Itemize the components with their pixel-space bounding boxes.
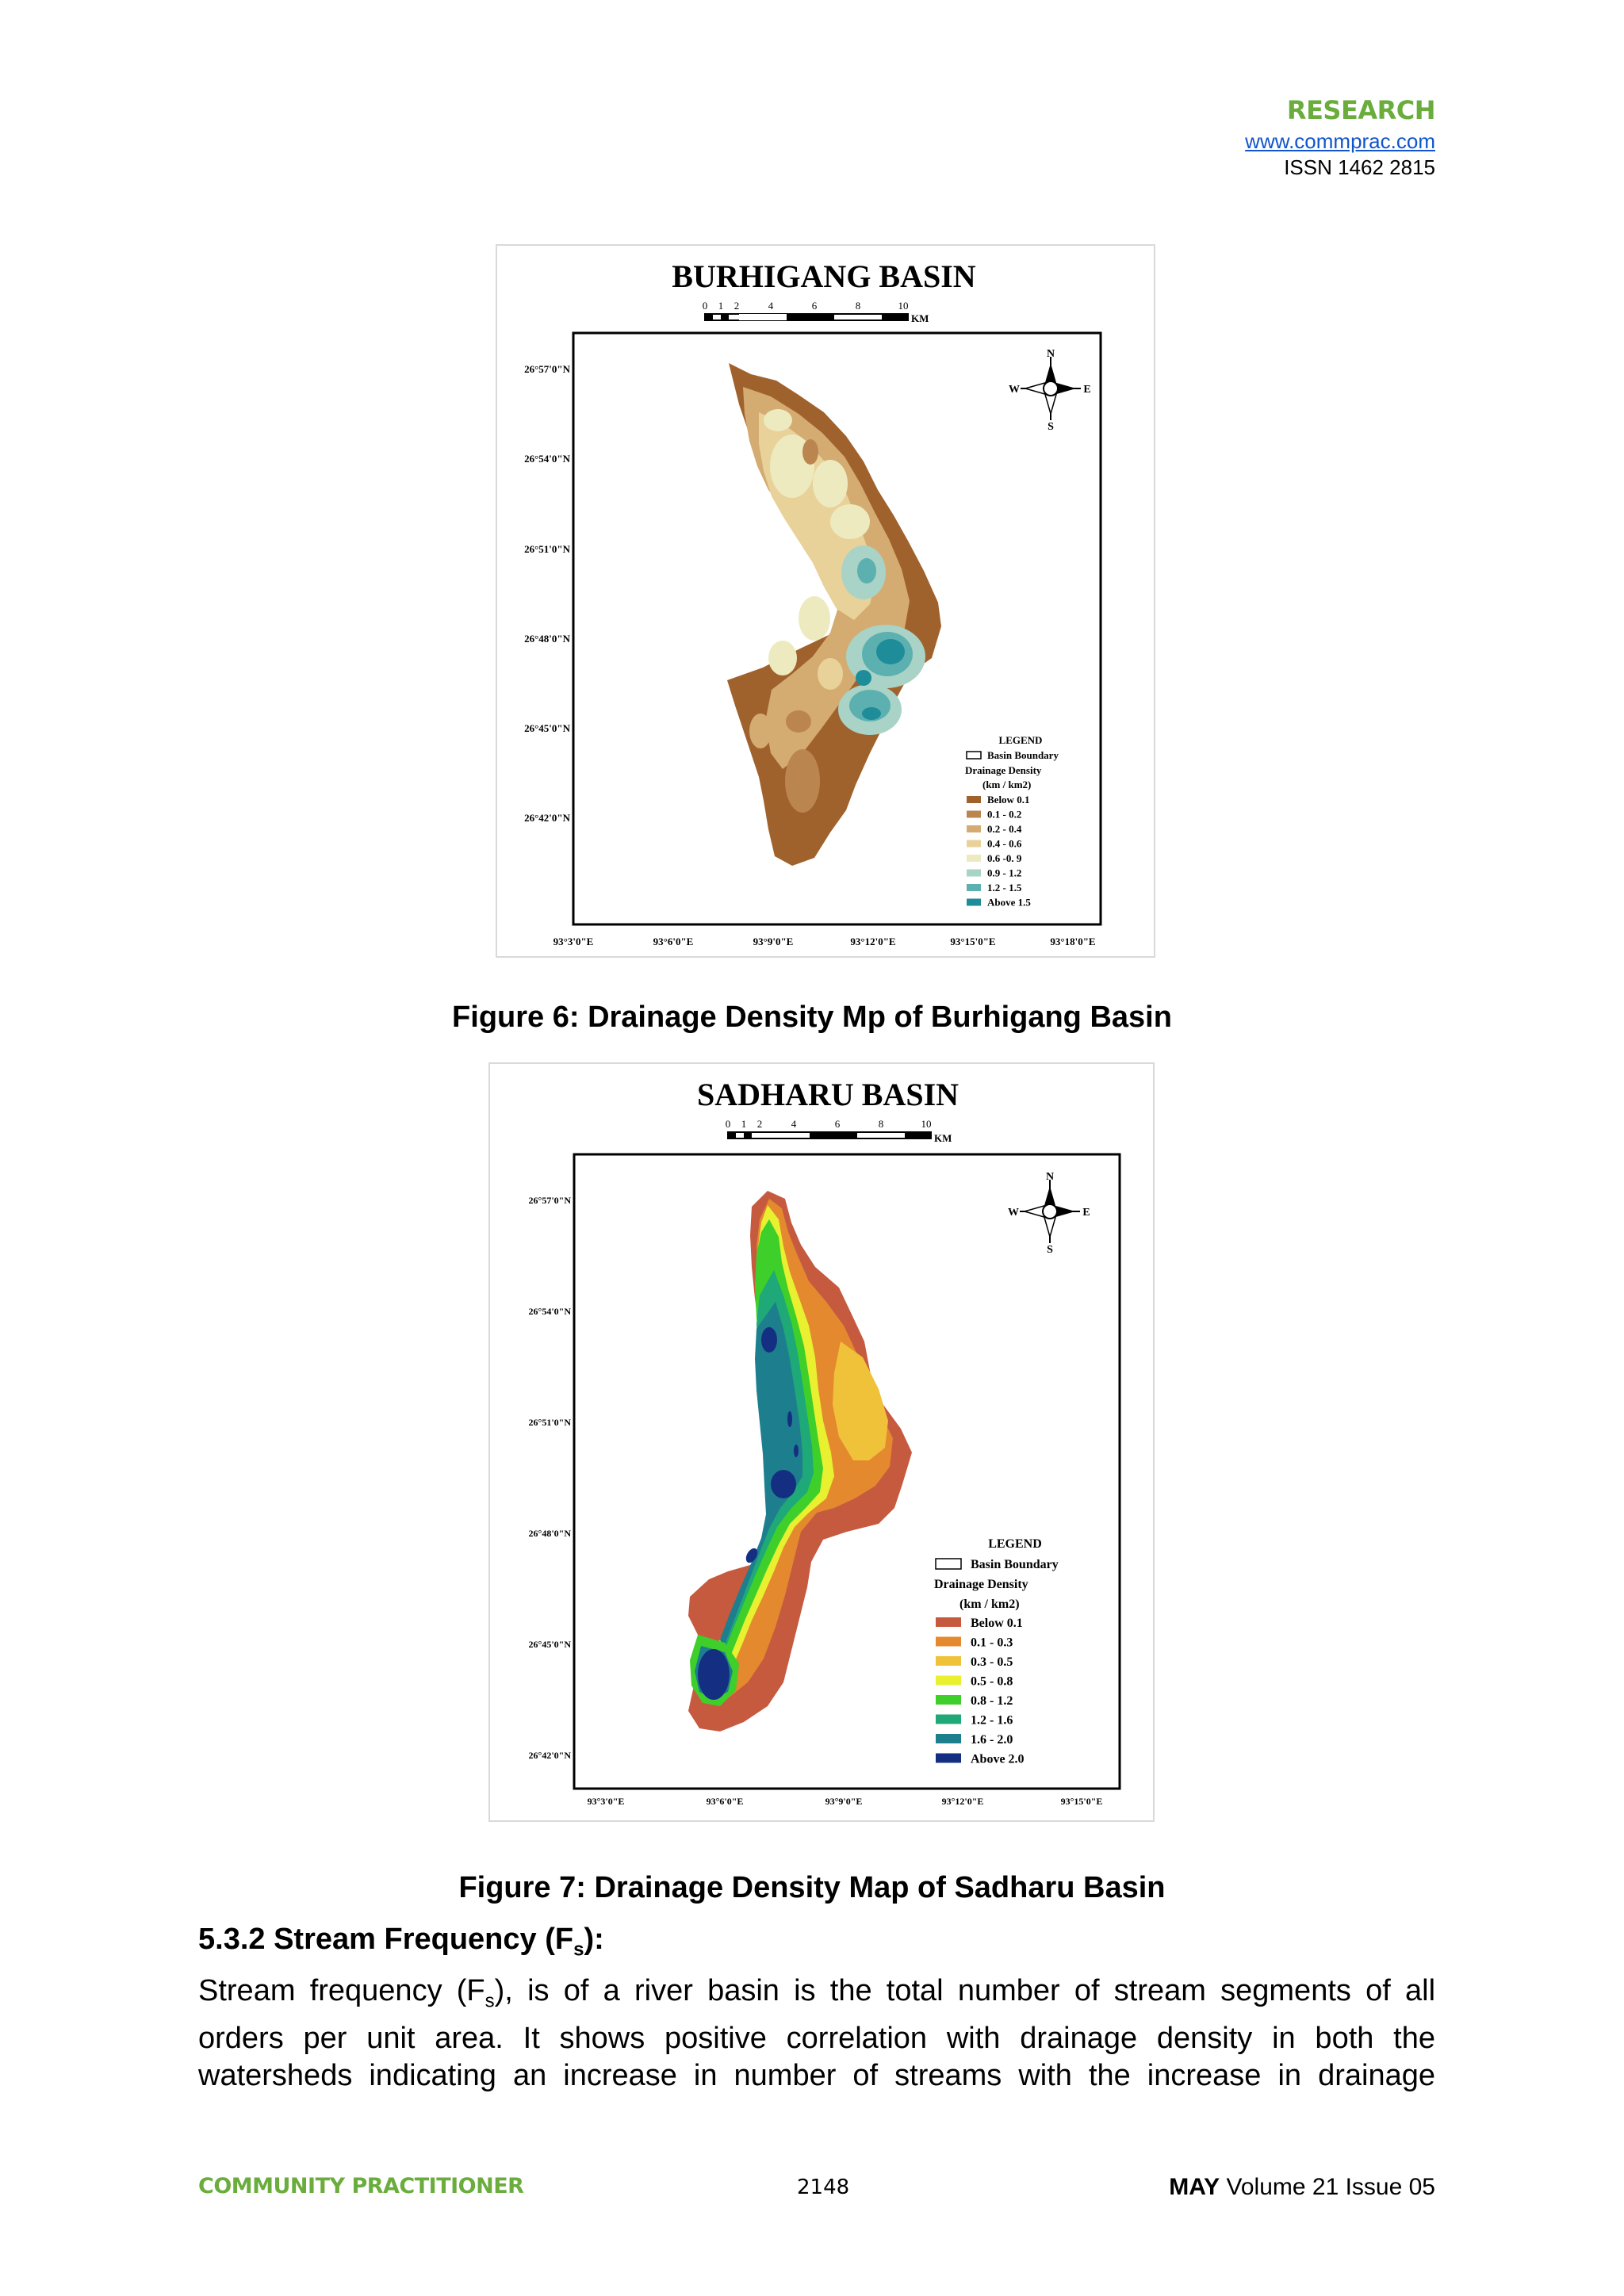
legend-heading: Drainage Density xyxy=(934,1578,1028,1591)
paragraph-line: watersheds indicating an increase in number of streams with the increase in drainage xyxy=(198,2058,1435,2092)
scale-tick: 10 xyxy=(898,300,909,312)
paragraph-text: Stream frequency (F xyxy=(198,1974,485,2007)
scale-tick: 10 xyxy=(921,1118,932,1130)
issue-info xyxy=(1169,2174,1435,2201)
legend-swatch xyxy=(967,884,981,891)
legend-label: Below 0.1 xyxy=(971,1617,1023,1630)
paragraph-line: orders per unit area. It shows positive correlation with drainage density in both the xyxy=(198,2021,1435,2055)
scale-tick: 4 xyxy=(768,300,774,312)
longitude-label: 93°15'0"E xyxy=(1060,1796,1103,1807)
latitude-label: 26°57'0"N xyxy=(524,363,570,375)
legend-swatch xyxy=(936,1617,961,1627)
compass-s: S xyxy=(1048,421,1054,433)
legend-label: 0.3 - 0.5 xyxy=(971,1655,1013,1669)
scale-tick: 6 xyxy=(834,1118,841,1130)
scale-tick: 1 xyxy=(718,300,724,312)
scale-tick: 0 xyxy=(725,1118,731,1130)
legend-swatch xyxy=(967,840,981,848)
legend-swatch xyxy=(967,855,981,862)
section-heading-subscript: s xyxy=(573,1938,584,1961)
legend-label: 0.6 -0. 9 xyxy=(987,852,1022,864)
scale-tick: 2 xyxy=(733,300,740,312)
legend-label: 1.2 - 1.6 xyxy=(971,1713,1013,1728)
issue-month: MAY xyxy=(1169,2174,1220,2200)
legend-label: 1.6 - 2.0 xyxy=(971,1733,1013,1747)
section-heading-end: ): xyxy=(584,1923,604,1956)
scale-tick: 1 xyxy=(741,1118,747,1130)
legend-label: 0.2 - 0.4 xyxy=(987,823,1022,835)
paragraph-text: ), is of a river basin is the total number of stream segments of all xyxy=(494,1974,1436,2007)
compass-w: W xyxy=(1009,384,1020,396)
latitude-label: 26°54'0"N xyxy=(524,453,570,465)
legend-swatch xyxy=(936,1715,961,1724)
legend-label: Below 0.1 xyxy=(987,794,1030,806)
legend-label: 0.8 - 1.2 xyxy=(971,1694,1013,1708)
legend-label: 1.2 - 1.5 xyxy=(987,882,1022,894)
figure-6-caption: Figure 6: Drainage Density Mp of Burhigang Basin xyxy=(452,1001,1172,1034)
journal-name: COMMUNITY PRACTITIONER xyxy=(198,2174,524,2198)
section-label: RESEARCH xyxy=(1286,95,1435,125)
scale-tick: 0 xyxy=(702,300,708,312)
legend-boundary: Basin Boundary xyxy=(987,749,1059,761)
legend-label: 0.1 - 0.2 xyxy=(987,808,1022,821)
section-heading xyxy=(198,1923,604,1961)
longitude-label: 93°12'0"E xyxy=(941,1796,984,1807)
issue-volume: Volume 21 Issue 05 xyxy=(1226,2174,1435,2200)
legend-unit: (km / km2) xyxy=(982,779,1032,790)
longitude-label: 93°9'0"E xyxy=(753,936,794,947)
scale-tick: 2 xyxy=(756,1118,763,1130)
body-paragraph xyxy=(198,1973,1435,2095)
compass-n: N xyxy=(1046,348,1055,360)
latitude-label: 26°42'0"N xyxy=(524,812,570,824)
section-heading-text: 5.3.2 Stream Frequency (F xyxy=(198,1923,574,1956)
legend-heading: Drainage Density xyxy=(965,764,1042,776)
latitude-label: 26°48'0"N xyxy=(528,1528,571,1539)
legend-label: 0.5 - 0.8 xyxy=(971,1674,1013,1689)
legend-swatch xyxy=(936,1676,961,1686)
scale-tick: 4 xyxy=(791,1118,797,1130)
map-title: BURHIGANG BASIN xyxy=(672,258,976,294)
latitude-label: 26°57'0"N xyxy=(528,1195,571,1206)
legend-swatch xyxy=(967,870,981,877)
latitude-label: 26°45'0"N xyxy=(524,722,570,734)
compass-e: E xyxy=(1082,1207,1090,1219)
legend-swatch xyxy=(936,1656,961,1666)
scale-tick: 8 xyxy=(878,1118,884,1130)
longitude-label: 93°15'0"E xyxy=(950,936,996,947)
compass-e: E xyxy=(1083,384,1091,396)
longitude-label: 93°3'0"E xyxy=(587,1796,625,1807)
latitude-label: 26°48'0"N xyxy=(524,633,570,645)
issn: ISSN 1462 2815 xyxy=(1284,155,1435,179)
scale-bar xyxy=(703,300,929,324)
latitude-label: 26°51'0"N xyxy=(528,1417,571,1428)
latitude-label: 26°54'0"N xyxy=(528,1306,571,1317)
legend-swatch xyxy=(936,1637,961,1647)
page-number: 2148 xyxy=(797,2175,850,2199)
paragraph-subscript: s xyxy=(485,1990,495,2012)
scale-tick: 8 xyxy=(855,300,861,312)
longitude-label: 93°12'0"E xyxy=(850,936,896,947)
longitude-label: 93°6'0"E xyxy=(653,936,694,947)
scale-unit: KM xyxy=(911,312,929,324)
compass-n: N xyxy=(1045,1171,1055,1183)
legend-title: LEGEND xyxy=(998,734,1043,746)
legend-unit: (km / km2) xyxy=(959,1598,1020,1611)
latitude-label: 26°45'0"N xyxy=(528,1639,571,1650)
legend-label: 0.1 - 0.3 xyxy=(971,1636,1013,1650)
scale-tick: 6 xyxy=(811,300,818,312)
scale-unit: KM xyxy=(934,1132,952,1144)
legend-swatch xyxy=(967,796,981,803)
legend-swatch xyxy=(936,1695,961,1705)
legend-label: 0.4 - 0.6 xyxy=(987,837,1022,850)
scale-bar xyxy=(726,1118,952,1144)
legend-swatch xyxy=(936,1754,961,1763)
legend-boundary: Basin Boundary xyxy=(971,1558,1059,1571)
compass-s: S xyxy=(1047,1244,1053,1256)
compass-w: W xyxy=(1008,1207,1019,1219)
latitude-label: 26°51'0"N xyxy=(524,543,570,555)
legend-title: LEGEND xyxy=(988,1537,1042,1551)
legend-swatch xyxy=(967,811,981,818)
longitude-label: 93°9'0"E xyxy=(825,1796,863,1807)
legend-swatch xyxy=(967,825,981,832)
figure-7-caption: Figure 7: Drainage Density Map of Sadharu Basin xyxy=(458,1871,1166,1904)
legend-label: Above 1.5 xyxy=(987,896,1031,909)
legend-label: Above 2.0 xyxy=(971,1752,1025,1766)
figure-7-map xyxy=(488,1062,1155,1822)
legend-swatch xyxy=(936,1734,961,1743)
journal-website-link[interactable]: www.commprac.com xyxy=(1245,129,1435,153)
legend-swatch xyxy=(967,899,981,906)
figure-6-map xyxy=(496,244,1155,958)
longitude-label: 93°3'0"E xyxy=(553,936,594,947)
longitude-label: 93°6'0"E xyxy=(706,1796,744,1807)
legend-label: 0.9 - 1.2 xyxy=(987,867,1022,879)
map-title: SADHARU BASIN xyxy=(696,1077,959,1112)
latitude-label: 26°42'0"N xyxy=(528,1750,571,1761)
longitude-label: 93°18'0"E xyxy=(1050,936,1096,947)
